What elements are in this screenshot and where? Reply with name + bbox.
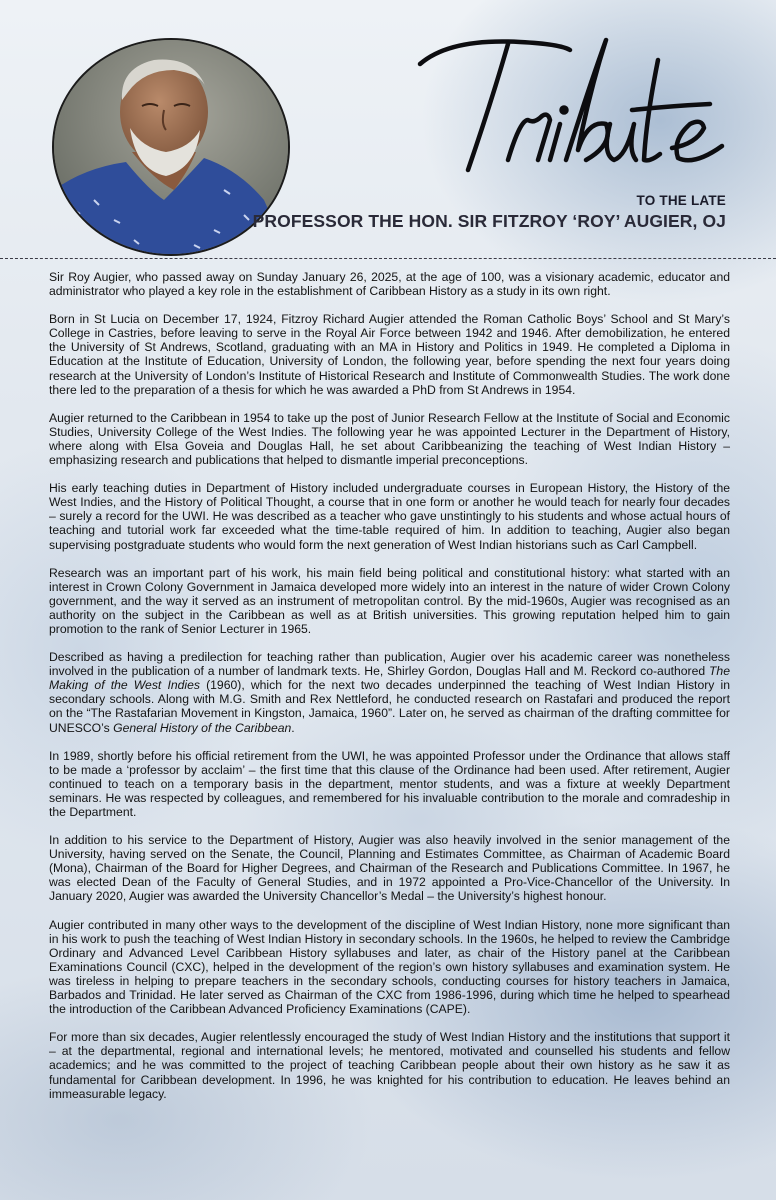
tribute-script-title	[410, 20, 760, 210]
book-title-general-history: General History of the Caribbean	[113, 720, 292, 735]
paragraph-6-part-b: (1960), which for the next two decades underpinned the teaching of West Indian History in secondary schools. Along with M.G. Smith and Rex Nettleford, he conducted research on Rastafari and produced the report on the “The Rastafarian Movement in Kingston, Jamaica, 1960”. Later on, he served as chairman of the drafting committee for UNESCO’s	[49, 678, 730, 735]
tribute-body	[49, 270, 730, 1115]
tribute-script-graphic	[410, 20, 760, 210]
paragraph-3: Augier returned to the Caribbean in 1954 to take up the post of Junior Research Fellow at the Institute of Social and Economic Studies, University College of the West Indies. The following year he was appointed Lecturer in the Department of History, where along with Elsa Goveia and Douglas Hall, he set about Caribbeanizing the teaching of West Indian History – emphasizing research and publications that helped to dismantle imperial preconceptions.	[49, 410, 730, 468]
paragraph-1: Sir Roy Augier, who passed away on Sunday January 26, 2025, at the age of 100, was a visionary academic, educator and administrator who played a key role in the establishment of Caribbean History as a study in its own right.	[49, 270, 730, 299]
paragraph-6-part-a: Described as having a predilection for teaching rather than publication, Augier over his academic career was nonetheless involved in the publication of a number of landmark texts. He, Shirley Gordon, Douglas Hall and M. Reckord co-authored	[49, 650, 730, 679]
paragraph-6	[49, 650, 730, 735]
paragraph-10: For more than six decades, Augier relentlessly encouraged the study of West Indian History and the institutions that support it – at the departmental, regional and international levels; he mentored, motivated and counselled his students and fellow academics; and he was committed to the project of teaching Caribbean people about their own history as he saw it as fundamental for Caribbean development. In 1996, he was knighted for his contribution to education. He leaves behind an immeasurable legacy.	[49, 1030, 730, 1101]
paragraph-5: Research was an important part of his work, his main field being political and constitutional history: what started with an interest in Crown Colony Government in Jamaica developed more widely into an interest in the nature of wider Crown Colony government, and the way it served as an instrument of metropolitan control. By the mid-1960s, Augier was recognised as an authority on the subject in the Caribbean as well as at British universities. This growing reputation helped him to gain promotion to the rank of Senior Lecturer in 1965.	[49, 565, 730, 636]
paragraph-8: In addition to his service to the Department of History, Augier was also heavily involved in the senior management of the University, having served on the Senate, the Council, Planning and Estimates Committee, as Chairman of Academic Board (Mona), Chairman of the Board for Higher Degrees, and Chairman of the Research and Publications Committee. In 1967, he was elected Dean of the Faculty of General Studies, and in 1972 appointed a Pro-Vice-Chancellor of the University. In January 2020, Augier was awarded the University Chancellor’s Medal – the University’s highest honour.	[49, 833, 730, 904]
paragraph-4: His early teaching duties in Department of History included undergraduate courses in European History, the History of the West Indies, and the History of Political Thought, a course that in one form or another he would teach for nearly four decades – surely a record for the UWI. He was described as a teacher who gave unstintingly to his students and whose actual hours of teaching and tutorial work far exceeded what the time-table required of him. In addition to teaching, Augier also began supervising postgraduate students who would form the next generation of West Indian historians such as Carl Campbell.	[49, 481, 730, 552]
paragraph-6-part-c: .	[291, 720, 295, 735]
paragraph-9: Augier contributed in many other ways to the development of the discipline of West Indian History, none more significant than in his work to push the teaching of West Indian History in secondary schools. In the 1960s, he helped to review the Cambridge Ordinary and Advanced Level Caribbean History syllabuses and later, as chair of the History panel at the Caribbean Examinations Council (CXC), helped in the development of the region’s own history syllabuses and examination system. He was tireless in helping to prepare teachers in the secondary schools, conducting courses for history teachers in Jamaica, Barbados and Trinidad. He later served as Chairman of the CXC from 1986-1996, during which time he helped to spearhead the introduction of the Caribbean Advanced Proficiency Examinations (CAPE).	[49, 917, 730, 1017]
honoree-name: PROFESSOR THE HON. SIR FITZROY ‘ROY’ AUGIER, OJ	[252, 211, 726, 231]
to-the-late-label: TO THE LATE	[636, 193, 726, 208]
paragraph-7: In 1989, shortly before his official retirement from the UWI, he was appointed Professor under the Ordinance that allows staff to be made a ‘professor by acclaim’ – the first time that this clause of the Ordinance had been used. After retirement, Augier continued to teach on a temporary basis in the department, mentor students, and was a fixture at weekly Department seminars. He was respected by colleagues, and remembered for his invaluable contribution to the morale and comradeship in the Department.	[49, 748, 730, 819]
book-title-making-of-west-indies: The Making of the West Indies	[49, 664, 730, 693]
dashed-divider	[0, 258, 776, 259]
paragraph-2: Born in St Lucia on December 17, 1924, Fitzroy Richard Augier attended the Roman Catholic Boys’ School and St Mary’s College in Castries, before leaving to serve in the Royal Air Force between 1942 and 1946. After demobilization, he entered the University of St Andrews, Scotland, graduating with an MA in History and Politics in 1949. He completed a Diploma in Education at the Institute of Education, University of London, the following year, before spending the next four years doing research at the University of London’s Institute of Historical Research and Institute of Commonwealth Studies. The work done there led to the preparation of a thesis for which he was awarded a PhD from St Andrews in 1954.	[49, 312, 730, 397]
